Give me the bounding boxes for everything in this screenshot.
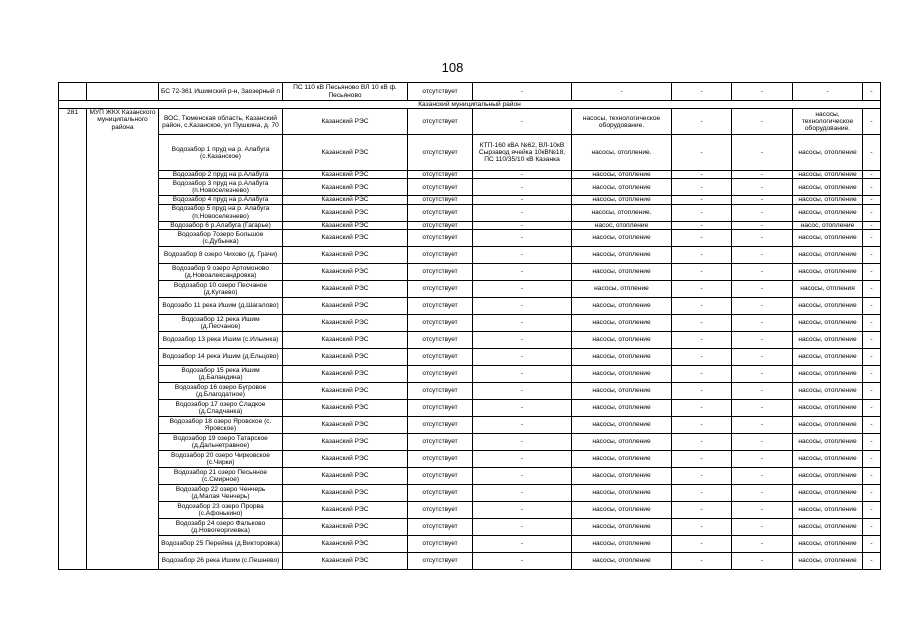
cell-res: Казанский РЭС [283,535,408,552]
cell-object-name: Водозабор 4 пруд на р.Алабуга [159,196,283,204]
cell-res: Казанский РЭС [283,263,408,280]
cell-col9: насосы, отопление [793,331,863,348]
cell-col10: - [863,280,881,297]
cell-col8: - [732,331,793,348]
cell-col9: насосы, отопление [793,246,863,263]
cell-source: - [473,399,572,416]
cell-res: Казанский РЭС [283,221,408,229]
cell-col10: - [863,518,881,535]
cell-availability: отсутствует [408,433,473,450]
cell-col7: - [672,433,732,450]
table-row [59,433,881,450]
cell-col10: - [863,297,881,314]
cell-availability: отсутствует [408,365,473,382]
cell-availability: отсутствует [408,221,473,229]
cell-col10: - [863,229,881,246]
cell-col9: насосы, отопление [793,204,863,221]
cell-load: насосы, отопление [572,484,672,501]
cell-col8: - [732,501,793,518]
cell-col7: - [672,467,732,484]
cell-res: Казанский РЭС [283,382,408,399]
table-row-top [59,83,881,101]
cell-res: Казанский РЭС [283,433,408,450]
table-row [59,365,881,382]
cell-col9: насосы, отопление [793,348,863,365]
table-row [59,416,881,433]
cell-object-name: Водозабор 1 пруд на р. Алабуга (с.Казанское) [159,135,283,171]
cell-source: - [473,246,572,263]
cell-load: насосы, отопление [572,179,672,196]
cell-res: Казанский РЭС [283,196,408,204]
cell-load: насосы, отопление [572,552,672,569]
cell-load: насосы, отопление [572,229,672,246]
cell-col7: - [672,450,732,467]
cell-res: Казанский РЭС [283,204,408,221]
cell-col9: насосы, отопление [793,297,863,314]
table-row [59,518,881,535]
cell-load: насосы, отопление [572,450,672,467]
cell-object-name: Водозабор 15 река Ишим (д.Баландина) [159,365,283,382]
cell-availability: отсутствует [408,348,473,365]
cell-availability: отсутствует [408,314,473,331]
cell-load: насосы, отопление [572,246,672,263]
table-row [59,135,881,171]
cell-source: - [473,179,572,196]
cell-object-name: Водозабор 8 озеро Чихово (д. Грачи) [159,246,283,263]
cell-load: - [572,83,672,101]
cell-col8: - [732,416,793,433]
cell-col8: - [732,365,793,382]
cell-source: - [473,518,572,535]
cell-load: насосы, отопление [572,467,672,484]
table-row [59,221,881,229]
table-row [59,204,881,221]
cell-res: Казанский РЭС [283,450,408,467]
cell-col9: насосы, отопление [793,196,863,204]
table-body [59,83,881,570]
cell-object-name: Водозабор 23 озеро Прорва (с.Афонькино) [159,501,283,518]
cell-source: - [473,331,572,348]
cell-source: - [473,263,572,280]
cell-availability: отсутствует [408,135,473,171]
cell-col7: - [672,171,732,179]
cell-object-name: Водозабор 2 пруд на р.Алабуга [159,171,283,179]
cell-col10: - [863,179,881,196]
table-row [59,314,881,331]
table-row [59,171,881,179]
cell-availability: отсутствует [408,83,473,101]
cell-source: - [473,109,572,135]
cell-col9: - [793,83,863,101]
cell-res: Казанский РЭС [283,109,408,135]
cell-load: насос, отопление [572,221,672,229]
cell-col8: - [732,263,793,280]
cell-col10: - [863,382,881,399]
cell-col8: - [732,433,793,450]
cell-col9: насосы, отопление [793,501,863,518]
cell-availability: отсутствует [408,109,473,135]
cell-col8: - [732,171,793,179]
table-row [59,501,881,518]
table-row [59,179,881,196]
cell-col8: - [732,382,793,399]
cell-col9: насосы, отопление [793,433,863,450]
cell-col7: - [672,135,732,171]
cell-col7: - [672,246,732,263]
cell-col8: - [732,229,793,246]
table-row [59,109,881,135]
cell-col8: - [732,280,793,297]
cell-col10: - [863,501,881,518]
cell-res: Казанский РЭС [283,179,408,196]
cell-col10: - [863,433,881,450]
cell-col8: - [732,484,793,501]
cell-col10: - [863,204,881,221]
cell-source: - [473,467,572,484]
page-number: 108 [441,60,464,75]
cell-col9: насосы, отопление [793,229,863,246]
cell-res: Казанский РЭС [283,348,408,365]
table-row [59,535,881,552]
cell-col7: - [672,297,732,314]
cell-load: насосы, отопление [572,196,672,204]
cell-object-name: Водозабор 6 р.Алабуга (Гагарье) [159,221,283,229]
cell-load: насосы, отопление [572,518,672,535]
table-row [59,229,881,246]
cell-res: Казанский РЭС [283,416,408,433]
cell-object-name: Водозабор 19 озеро Татарское (д.Дальнетравное) [159,433,283,450]
cell-availability: отсутствует [408,518,473,535]
cell-col7: - [672,109,732,135]
cell-col8: - [732,399,793,416]
cell-source: - [473,433,572,450]
table-row [59,297,881,314]
cell-col8: - [732,518,793,535]
cell-object-name: Водозабор 21 озеро Песьяное (с.Смирное) [159,467,283,484]
cell-res: Казанский РЭС [283,135,408,171]
cell-load: насосы, отопление [572,348,672,365]
section-header-row [59,101,881,109]
cell-col7: - [672,229,732,246]
cell-object-name: Водозабор 12 река Ишим (д.Песчаное) [159,314,283,331]
cell-object-name: Водозабор 26 река Ишим (с.Пешнево) [159,552,283,569]
cell-object-name: Водозабор 14 река Ишим (д.Ельцово) [159,348,283,365]
cell-source: - [473,416,572,433]
cell-col10: - [863,246,881,263]
cell-availability: отсутствует [408,450,473,467]
cell-col8: - [732,135,793,171]
cell-load: насосы, отопление [572,297,672,314]
cell-col9: насосы, отопление [793,416,863,433]
table-row [59,467,881,484]
cell-res: Казанский РЭС [283,518,408,535]
cell-col10: - [863,83,881,101]
cell-col7: - [672,518,732,535]
cell-col7: - [672,331,732,348]
cell-load: насосы, отопление [572,535,672,552]
cell-availability: отсутствует [408,204,473,221]
cell-load: насосы, отопление [572,365,672,382]
cell-availability: отсутствует [408,416,473,433]
table-row [59,331,881,348]
table-row [59,263,881,280]
cell-col10: - [863,109,881,135]
cell-col7: - [672,263,732,280]
cell-source: - [473,484,572,501]
cell-source: - [473,204,572,221]
cell-res: Казанский РЭС [283,246,408,263]
cell-col8: - [732,204,793,221]
cell-source: - [473,221,572,229]
cell-source: - [473,501,572,518]
cell-source: - [473,83,572,101]
cell-availability: отсутствует [408,179,473,196]
cell-col9: насосы, отопление [793,467,863,484]
table-row [59,552,881,569]
cell-availability: отсутствует [408,501,473,518]
cell-col10: - [863,314,881,331]
cell-col7: - [672,365,732,382]
cell-feeder: ПС 110 кВ Песьяново ВЛ 10 кВ ф. Песьяново [283,83,408,101]
cell-col7: - [672,535,732,552]
cell-source: - [473,171,572,179]
cell-availability: отсутствует [408,246,473,263]
cell-col7: - [672,83,732,101]
table-row [59,484,881,501]
cell-col9: насосы, отопление [793,518,863,535]
cell-availability: отсутствует [408,263,473,280]
cell-col9: насосы, отопление [793,484,863,501]
cell-col10: - [863,484,881,501]
cell-source: - [473,229,572,246]
cell-load: насосы, отопление [572,314,672,331]
cell-object-name: Водозабор 3 пруд на р.Алабуга (п.Новоселезнево) [159,179,283,196]
cell-res: Казанский РЭС [283,501,408,518]
cell-col8: - [732,196,793,204]
cell-col8: - [732,221,793,229]
cell-object-name: Водозабр 24 озеро Фальково (д.Новогеоргиевка) [159,518,283,535]
cell-col9: насос, отопление [793,221,863,229]
cell-source: - [473,552,572,569]
cell-col9: насосы, отопление [793,171,863,179]
cell-col8: - [732,467,793,484]
cell-col7: - [672,314,732,331]
cell-col9: насосы, отопление [793,314,863,331]
cell-col7: - [672,348,732,365]
cell-res: Казанский РЭС [283,171,408,179]
cell-col7: - [672,280,732,297]
cell-col8: - [732,83,793,101]
cell-object-name: Водозабор 9 озеро Артомоново (д.Новоалександровка) [159,263,283,280]
cell-object-name: Водозабор 7озеро Большое (с.Дубынка) [159,229,283,246]
cell-col10: - [863,171,881,179]
table-row [59,280,881,297]
cell-source: - [473,382,572,399]
cell-col10: - [863,399,881,416]
org-number: 281 [59,109,87,570]
cell-col8: - [732,297,793,314]
cell-col9: насосы, отопление [793,535,863,552]
data-table [58,82,881,570]
cell-object-name: БС 72-361 Ишимский р-н, Заозерный п [159,83,283,101]
cell-availability: отсутствует [408,171,473,179]
cell-availability: отсутствует [408,467,473,484]
cell-col9: насосы, отопление [793,399,863,416]
cell-source: - [473,365,572,382]
cell-res: Казанский РЭС [283,229,408,246]
cell-col10: - [863,365,881,382]
cell-col8: - [732,246,793,263]
cell-object-name: Водозабо 11 река Ишим (д.Шагалово) [159,297,283,314]
cell-load: насосы, отпление [572,280,672,297]
cell-col7: - [672,196,732,204]
cell-source: КТП-160 кВА №62, ВЛ-10кВ Сырзавод ячейка 10кВ№18, ПС 110/35/10 кВ Казанка [473,135,572,171]
cell-res: Казанский РЭС [283,280,408,297]
cell-load: насосы, отопление [572,416,672,433]
cell-col7: - [672,484,732,501]
cell-availability: отсутствует [408,484,473,501]
cell-load: насосы, отопление. [572,135,672,171]
cell-col8: - [732,450,793,467]
section-header: Казанский муниципальный район [59,101,881,109]
cell-col9: насосы, отпления [793,280,863,297]
cell-col10: - [863,331,881,348]
cell-availability: отсутствует [408,331,473,348]
cell-col10: - [863,196,881,204]
table-row [59,450,881,467]
cell-source: - [473,196,572,204]
cell-object-name: Водозабор 18 озеро Яровское (с. Яровское) [159,416,283,433]
cell-source: - [473,297,572,314]
cell-load: насосы, отопление [572,433,672,450]
cell-availability: отсутствует [408,229,473,246]
cell-col10: - [863,135,881,171]
cell-col8: - [732,179,793,196]
cell-col10: - [863,450,881,467]
cell-load: насосы, технологическое оборудование. [572,109,672,135]
cell-col8: - [732,535,793,552]
cell-object-name: Водозабор 10 озеро Песчаное (д.Кугаево) [159,280,283,297]
cell-col7: - [672,221,732,229]
cell-col9: насосы, отопление [793,365,863,382]
cell-col9: насосы, отопление [793,263,863,280]
cell-object-name: Водозабор 20 озеро Чирковское (с.Чирки) [159,450,283,467]
cell-col10: - [863,221,881,229]
cell-source: - [473,450,572,467]
table-row [59,196,881,204]
cell-res: Казанский РЭС [283,467,408,484]
cell-object-name: Водозабор 5 пруд на р. Алабуга (п.Новоселезнево) [159,204,283,221]
cell-load: насосы, отопление [572,382,672,399]
cell-col10: - [863,552,881,569]
cell-availability: отсутствует [408,382,473,399]
cell-res: Казанский РЭС [283,552,408,569]
cell-col7: - [672,399,732,416]
cell-availability: отсутствует [408,399,473,416]
cell-col7: - [672,416,732,433]
cell-load: насосы, отопление [572,263,672,280]
cell-col9: насосы, отопление [793,450,863,467]
table-row [59,348,881,365]
cell-res: Казанский РЭС [283,297,408,314]
cell-col9: насосы, технологическое оборудование. [793,109,863,135]
cell-object-name: Водозабор 13 река Ишим (с.Ильинка) [159,331,283,348]
org-name: МУП ЖКХ Казанского муниципального района [87,109,159,570]
cell-availability: отсутствует [408,280,473,297]
cell-availability: отсутствует [408,535,473,552]
cell-object-name: Водозабор 17 озеро Сладкое (д.Сладчанка) [159,399,283,416]
cell-col10: - [863,535,881,552]
cell-source: - [473,348,572,365]
cell-col8: - [732,552,793,569]
cell-load: насосы, отопление [572,171,672,179]
table-row [59,382,881,399]
cell-col9: насосы, отопление [793,135,863,171]
cell-org [87,83,159,101]
cell-source: - [473,280,572,297]
cell-col7: - [672,501,732,518]
cell-col9: насосы, отопление [793,552,863,569]
cell-col8: - [732,109,793,135]
cell-num [59,83,87,101]
cell-col10: - [863,348,881,365]
cell-col10: - [863,416,881,433]
cell-res: Казанский РЭС [283,399,408,416]
cell-col7: - [672,204,732,221]
table-row [59,246,881,263]
cell-availability: отсутствует [408,297,473,314]
cell-source: - [473,535,572,552]
cell-availability: отсутствует [408,552,473,569]
cell-load: насосы, отопление [572,501,672,518]
cell-object-name: Водозабор 16 озеро Бугровое (д.Благодатное) [159,382,283,399]
table-row [59,399,881,416]
cell-object-name: Водозабор 25 Перейма (д.Викторовка) [159,535,283,552]
cell-object-name: ВОС, Тюменская область, Казанский район, с.Казанское, ул Пушкина, д. 70 [159,109,283,135]
cell-load: насосы, отопление [572,331,672,348]
cell-load: насосы, отопление [572,399,672,416]
cell-col10: - [863,467,881,484]
cell-col7: - [672,552,732,569]
cell-col7: - [672,382,732,399]
cell-col9: насосы, отопление [793,382,863,399]
cell-col8: - [732,348,793,365]
cell-availability: отсутствует [408,196,473,204]
cell-load: насосы, отопление. [572,204,672,221]
cell-res: Казанский РЭС [283,331,408,348]
cell-res: Казанский РЭС [283,365,408,382]
cell-col7: - [672,179,732,196]
cell-col10: - [863,263,881,280]
cell-col8: - [732,314,793,331]
cell-source: - [473,314,572,331]
cell-res: Казанский РЭС [283,314,408,331]
cell-object-name: Водозабор 22 озеро Ченчерь (д.Малая Ченчерь) [159,484,283,501]
cell-col9: насосы, отопление [793,179,863,196]
cell-res: Казанский РЭС [283,484,408,501]
